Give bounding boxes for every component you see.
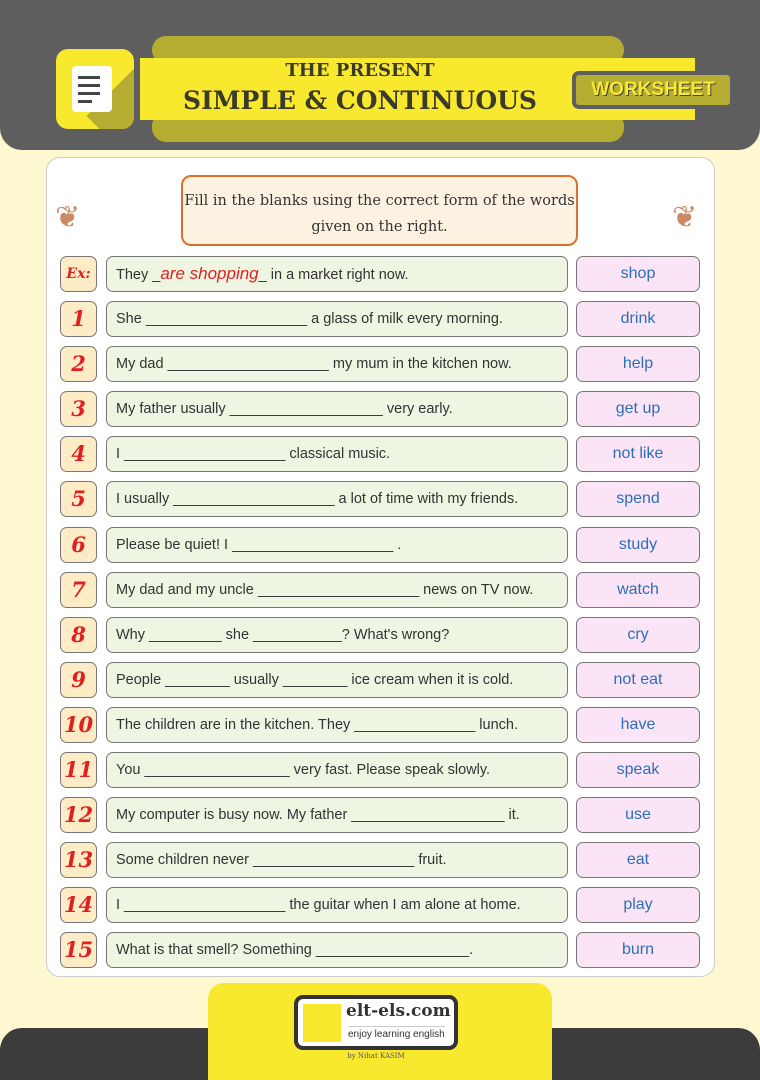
exercise-row [60, 617, 700, 653]
worksheet-pencil-icon [56, 49, 134, 129]
item-number: 8 [60, 617, 97, 653]
item-number: 12 [60, 797, 97, 833]
item-word: get up [576, 391, 700, 427]
instructions: Fill in the blanks using the correct form of the words given on the right. [181, 175, 578, 246]
example-after: _ in a market right now. [258, 267, 409, 283]
item-number: 3 [60, 391, 97, 427]
item-sentence[interactable]: My computer is busy now. My father ___________________ it. [106, 797, 568, 833]
item-word: eat [576, 842, 700, 878]
example-label: Ex: [60, 256, 97, 292]
item-sentence[interactable]: My dad and my uncle ____________________ news on TV now. [106, 572, 568, 608]
exercise-row [60, 932, 700, 968]
item-number: 4 [60, 436, 97, 472]
item-number: 2 [60, 346, 97, 382]
exercise-row [60, 752, 700, 788]
exercise-row [60, 346, 700, 382]
worksheet-badge: WORKSHEET [572, 71, 734, 109]
item-number: 11 [60, 752, 97, 788]
title-line-1: THE PRESENT [285, 60, 435, 81]
item-sentence[interactable]: You __________________ very fast. Please speak slowly. [106, 752, 568, 788]
item-word: watch [576, 572, 700, 608]
example-before: They _ [116, 267, 161, 283]
item-number: 14 [60, 887, 97, 923]
item-sentence[interactable]: The children are in the kitchen. They _______________ lunch. [106, 707, 568, 743]
exercise-row [60, 481, 700, 517]
item-number: 7 [60, 572, 97, 608]
item-sentence[interactable]: Some children never ____________________ fruit. [106, 842, 568, 878]
item-number: 13 [60, 842, 97, 878]
example-answer: are shopping [160, 264, 259, 283]
item-number: 9 [60, 662, 97, 698]
item-word: speak [576, 752, 700, 788]
item-word: burn [576, 932, 700, 968]
item-word: study [576, 527, 700, 563]
item-sentence[interactable]: Please be quiet! I ____________________ . [106, 527, 568, 563]
item-sentence[interactable]: I ____________________ classical music. [106, 436, 568, 472]
item-word: play [576, 887, 700, 923]
exercise-row [60, 707, 700, 743]
item-word: help [576, 346, 700, 382]
item-word: not eat [576, 662, 700, 698]
exercise-row [60, 662, 700, 698]
exercise-row [60, 391, 700, 427]
exercise-row [60, 572, 700, 608]
logo-subtitle: enjoy learning english [348, 1026, 445, 1040]
item-sentence[interactable]: I ____________________ the guitar when I am alone at home. [106, 887, 568, 923]
item-word: not like [576, 436, 700, 472]
item-number: 15 [60, 932, 97, 968]
item-number: 5 [60, 481, 97, 517]
item-sentence[interactable]: My dad ____________________ my mum in the kitchen now. [106, 346, 568, 382]
example-row [60, 256, 700, 292]
logo-title: elt-els.com [346, 1001, 451, 1021]
item-sentence[interactable]: People ________ usually ________ ice cream when it is cold. [106, 662, 568, 698]
logo-mark-icon [303, 1004, 341, 1042]
example-word: shop [576, 256, 700, 292]
item-number: 1 [60, 301, 97, 337]
ornament-left-icon: ❦ [55, 201, 81, 234]
item-word: spend [576, 481, 700, 517]
ornament-right-icon: ❦ [672, 201, 698, 234]
site-logo[interactable] [294, 995, 458, 1050]
item-sentence[interactable]: My father usually ___________________ very early. [106, 391, 568, 427]
exercise-row [60, 301, 700, 337]
item-word: have [576, 707, 700, 743]
exercise-row [60, 797, 700, 833]
item-sentence[interactable]: I usually ____________________ a lot of time with my friends. [106, 481, 568, 517]
exercise-row [60, 842, 700, 878]
item-word: cry [576, 617, 700, 653]
example-sentence [106, 256, 568, 292]
exercise-row [60, 436, 700, 472]
item-word: drink [576, 301, 700, 337]
item-number: 6 [60, 527, 97, 563]
item-sentence[interactable]: Why _________ she ___________? What's wrong? [106, 617, 568, 653]
item-word: use [576, 797, 700, 833]
item-number: 10 [60, 707, 97, 743]
item-sentence[interactable]: She ____________________ a glass of milk every morning. [106, 301, 568, 337]
item-sentence[interactable]: What is that smell? Something ___________________. [106, 932, 568, 968]
author-credit: by Nihat KASIM [347, 1052, 405, 1060]
exercise-row [60, 527, 700, 563]
title-line-2: SIMPLE & CONTINUOUS [183, 86, 537, 115]
exercise-row [60, 887, 700, 923]
